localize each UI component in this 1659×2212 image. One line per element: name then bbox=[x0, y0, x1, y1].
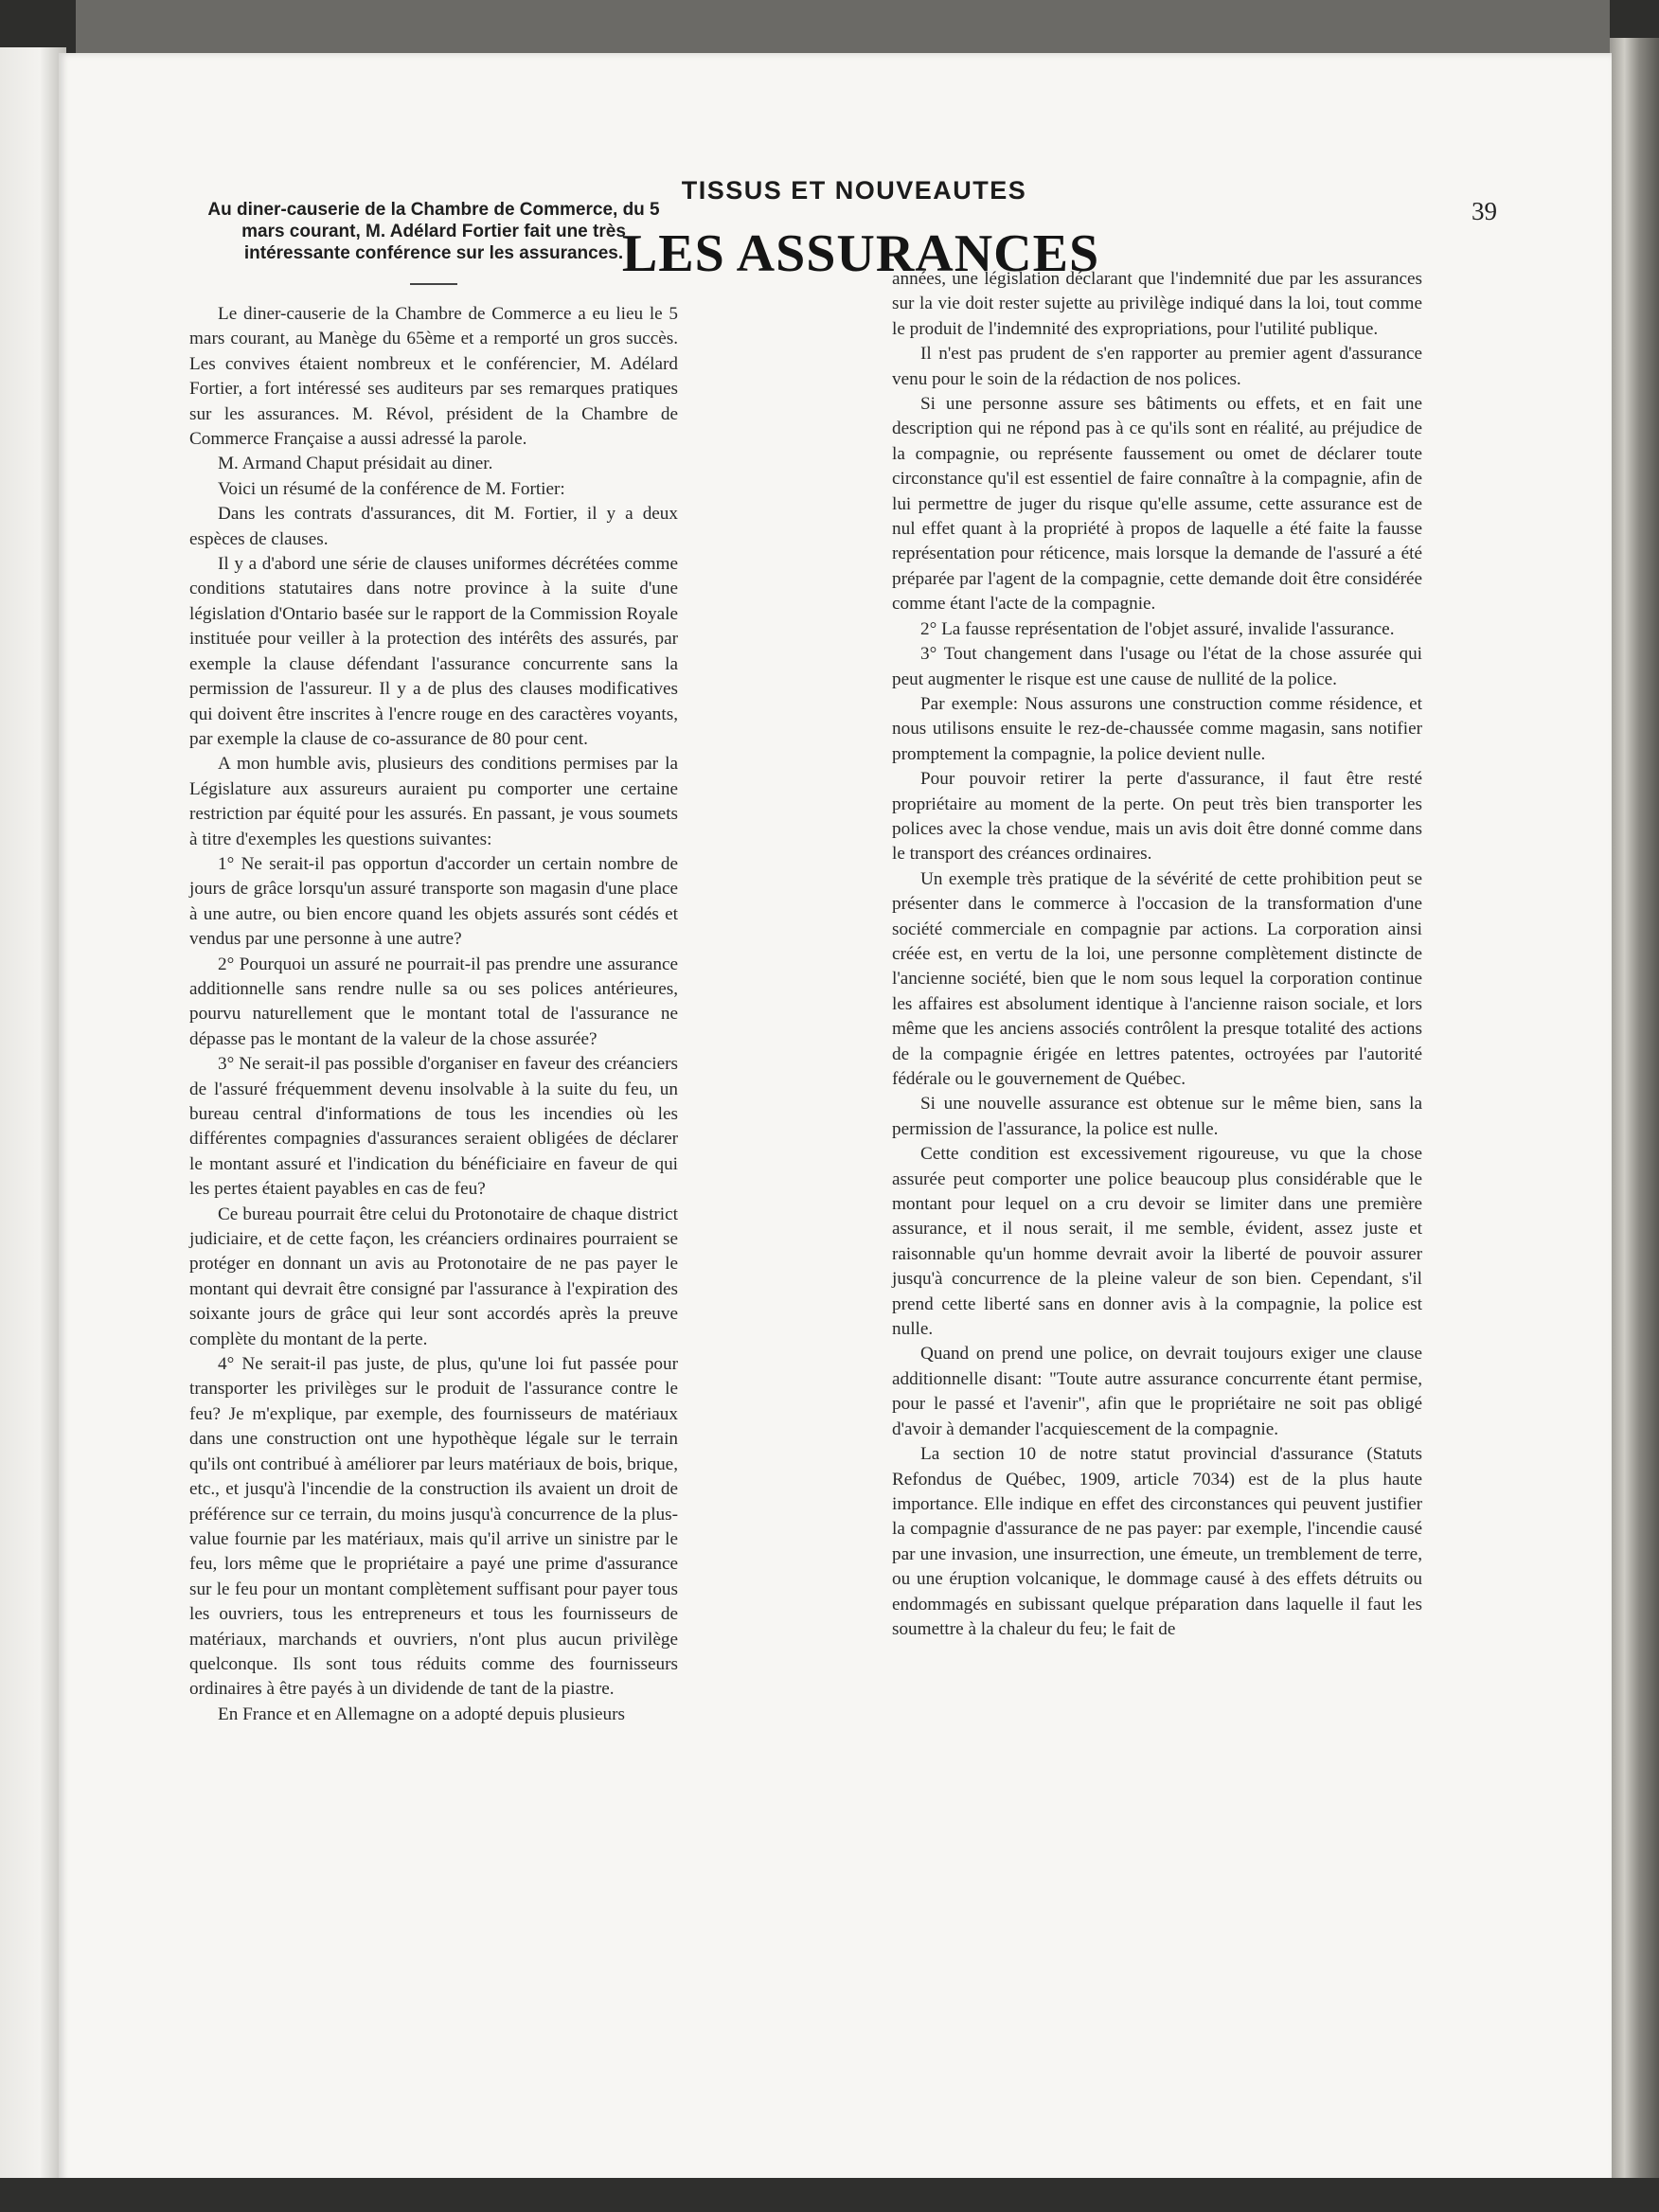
paragraph: A mon humble avis, plusieurs des conditions permises par la Législature aux assureurs auraient pu comporter une certaine restriction par équité pour les assurés. En passant, je vous soumets à titre d'exemples les questions suivantes: bbox=[189, 754, 678, 849]
magazine-page bbox=[59, 53, 1612, 2184]
paragraph: 3° Tout changement dans l'usage ou l'état de la chose assurée qui peut augmenter le risque est une cause de nullité de la police. bbox=[892, 644, 1422, 689]
paragraph: Quand on prend une police, on devrait toujours exiger une clause additionnelle disant: "Toute autre assurance concurrente étant permise, pour le passé et l'avenir", afin que le propriétaire ne soit pas obligé d'avoir à demander l'acquiescement de la compagnie. bbox=[892, 1344, 1422, 1439]
book-page-stack bbox=[1610, 38, 1659, 2212]
page-number: 39 bbox=[1472, 197, 1497, 225]
paragraph: Par exemple: Nous assurons une construction comme résidence, et nous utilisons ensuite le rez-de-chaussée comme magasin, sans notifier promptement la compagnie, la police devient nulle. bbox=[892, 693, 1422, 764]
paragraph: Si une nouvelle assurance est obtenue sur le même bien, sans la permission de l'assurance, la police est nulle. bbox=[892, 1094, 1422, 1139]
paragraph: En France et en Allemagne on a adopté depuis plusieurs bbox=[218, 1704, 625, 1724]
paragraph: Il n'est pas prudent de s'en rapporter au premier agent d'assurance venu pour le soin de la rédaction de nos polices. bbox=[892, 344, 1422, 389]
paragraph: 2° La fausse représentation de l'objet assuré, invalide l'assurance. bbox=[920, 618, 1395, 639]
paragraph: Dans les contrats d'assurances, dit M. Fortier, il y a deux espèces de clauses. bbox=[189, 504, 678, 549]
paragraph: La section 10 de notre statut provincial d'assurance (Statuts Refondus de Québec, 1909, article 7034) est de la plus haute importance. Elle indique en effet des circonstances qui peuvent justifier la compagnie d'assurance de ne pas payer: par exemple, l'incendie causé par une invasion, une insurrection, une émeute, un tremblement de terre, ou une éruption volcanique, le dommage causé à des effets détruits ou endommagés en subissant quelque préparation dans laquelle il faut les soumettre à la chaleur du feu; le fait de bbox=[892, 1444, 1422, 1639]
paragraph: Ce bureau pourrait être celui du Protonotaire de chaque district judiciaire, et de cette façon, les créanciers ordinaires pourraient se protéger en donnant un avis au Protonotaire de ne pas payer le montant qui devrait être consigné par l'assurance à l'expiration des soixante jours de grâce qui leur sont accordés après la preuve complète du montant de la perte. bbox=[189, 1204, 678, 1349]
paragraph: 1° Ne serait-il pas opportun d'accorder un certain nombre de jours de grâce lorsqu'un assuré transporte son magasin d'une place à une autre, ou bien encore quand les objets assurés sont cédés et vendus par une personne à une autre? bbox=[189, 853, 678, 950]
paragraph: Le diner-causerie de la Chambre de Commerce a eu lieu le 5 mars courant, au Manège du 65ème et a remporté un gros succès. Les convives étaient nombreux et le conférencier, M. Adélard Fortier, a fort intéressé ses auditeurs par ses remarques pratiques sur les assurances. M. Révol, président de la Chambre de Commerce Française a aussi adressé la parole. bbox=[189, 304, 678, 450]
paragraph: Voici un résumé de la conférence de M. Fortier: bbox=[218, 478, 565, 499]
paragraph: Pour pouvoir retirer la perte d'assurance, il faut être resté propriétaire au moment de la perte. On peut très bien transporter les polices avec la chose vendue, mais un avis doit être donné comme dans le transport des créances ordinaires. bbox=[892, 769, 1422, 865]
paragraph: Si une personne assure ses bâtiments ou effets, et en fait une description qui ne répond pas à ce qu'ils sont en réalité, au préjudice de la compagnie, ou représente faussement ou omet de déclarer toute circonstance qu'il est essentiel de faire connaître à la compagnie, afin de lui permettre de juger du risque qu'elle assume, cette assurance est de nul effet quant à la propriété à propos de laquelle a été faite la fausse représentation pour réticence, mais lorsque la demande de l'assuré a été préparée par l'agent de la compagnie, cette demande doit être considérée comme étant l'acte de la compagnie. bbox=[892, 394, 1422, 615]
paragraph: Un exemple très pratique de la sévérité de cette prohibition peut se présenter dans le commerce à l'occasion de la transformation d'une société commerciale en compagnie par actions. La corporation ainsi créée est, en vertu de la loi, une personne complètement distincte de l'ancienne société, bien que le nom sous lequel la corporation continue les affaires est absolument identique à l'ancienne raison sociale, et lors même que les anciens associés contrôlent la presque totalité des actions de la compagnie érigée en lettres patentes, octroyées par l'autorité fédérale ou le gouvernement de Québec. bbox=[892, 868, 1422, 1089]
paragraph: années, une législation déclarant que l'indemnité due par les assurances sur la vie doit rester sujette au privilège indiqué dans la loi, tout comme le produit de l'indemnité des expropriations, pour l'utilité publique. bbox=[892, 269, 1422, 339]
divider bbox=[410, 283, 457, 285]
paragraph: 3° Ne serait-il pas possible d'organiser en faveur des créanciers de l'assuré fréquemment devenu insolvable à la suite du feu, un bureau central d'informations de tous les incendies où les différentes compagnies d'assurances seraient obligées de déclarer le montant assuré et l'indication du bénéficiaire en faveur de qui les pertes étaient payables en cas de feu? bbox=[189, 1054, 678, 1200]
paragraph: 2° Pourquoi un assuré ne pourrait-il pas prendre une assurance additionnelle sans rendre nulle sa ou ses polices antérieures, pourvu naturellement que le montant total de l'assurance ne dépasse pas le montant de la valeur de la chose assurée? bbox=[189, 954, 678, 1049]
facing-page-edge bbox=[0, 47, 66, 2212]
scan-background-bottom bbox=[0, 2178, 1659, 2212]
paragraph: M. Armand Chaput présidait au diner. bbox=[218, 454, 493, 474]
running-head: TISSUS ET NOUVEAUTES bbox=[681, 176, 1027, 205]
left-column bbox=[189, 199, 678, 1727]
article-subtitle: Au diner-causerie de la Chambre de Commerce, du 5 mars courant, M. Adélard Fortier fait une très intéressante conférence sur les assurances. bbox=[207, 200, 660, 263]
paragraph: Cette condition est excessivement rigoureuse, vu que la chose assurée peut comporter une police beaucoup plus considérable que le montant pour lequel on a cru devoir se limiter dans une première assurance, et il nous serait, il me semble, évident, assez juste et raisonnable qu'un homme devrait avoir la liberté de pouvoir assurer jusqu'à concurrence de la pleine valeur de son bien. Cependant, s'il prend cette liberté sans en donner avis à la compagnie, la police est nulle. bbox=[892, 1144, 1422, 1340]
paragraph: Il y a d'abord une série de clauses uniformes décrétées comme conditions statutaires dans notre province à la suite d'une législation d'Ontario basée sur le rapport de la Commission Royale instituée pour veiller à la protection des intérêts des assurés, par exemple la clause défendant l'assurance concurrente sans la permission de l'assureur. Il y a de plus des clauses modificatives qui doivent être inscrites à l'encre rouge en des caractères voyants, par exemple la clause de co-assurance de 80 pour cent. bbox=[189, 554, 678, 749]
right-column bbox=[892, 267, 1422, 1642]
paragraph: 4° Ne serait-il pas juste, de plus, qu'une loi fut passée pour transporter les privilèges sur le produit de l'assurance contre le feu? Je m'explique, par exemple, des fournisseurs de matériaux dans une construction ont une hypothèque légale sur le terrain qu'ils ont contribué à améliorer par leurs matériaux de bois, brique, etc., et jusqu'à l'incendie de la construction ils avaient un droit de préférence sur ce terrain, du moins jusqu'à concurrence de la plus-value fournie par les matériaux, mais qu'il arrive un sinistre par le feu, lors même que le propriétaire a payé une prime d'assurance sur le feu pour un montant complètement suffisant pour payer tous les ouvriers, tous les entrepreneurs et tous les fournisseurs de matériaux, marchands et ouvriers, n'ont plus aucun privilège quelconque. Ils sont tous réduits comme des fournisseurs ordinaires à être payés à un dividende de tant de la piastre. bbox=[189, 1354, 678, 1700]
article-title: LES ASSURANCES bbox=[621, 224, 1100, 283]
